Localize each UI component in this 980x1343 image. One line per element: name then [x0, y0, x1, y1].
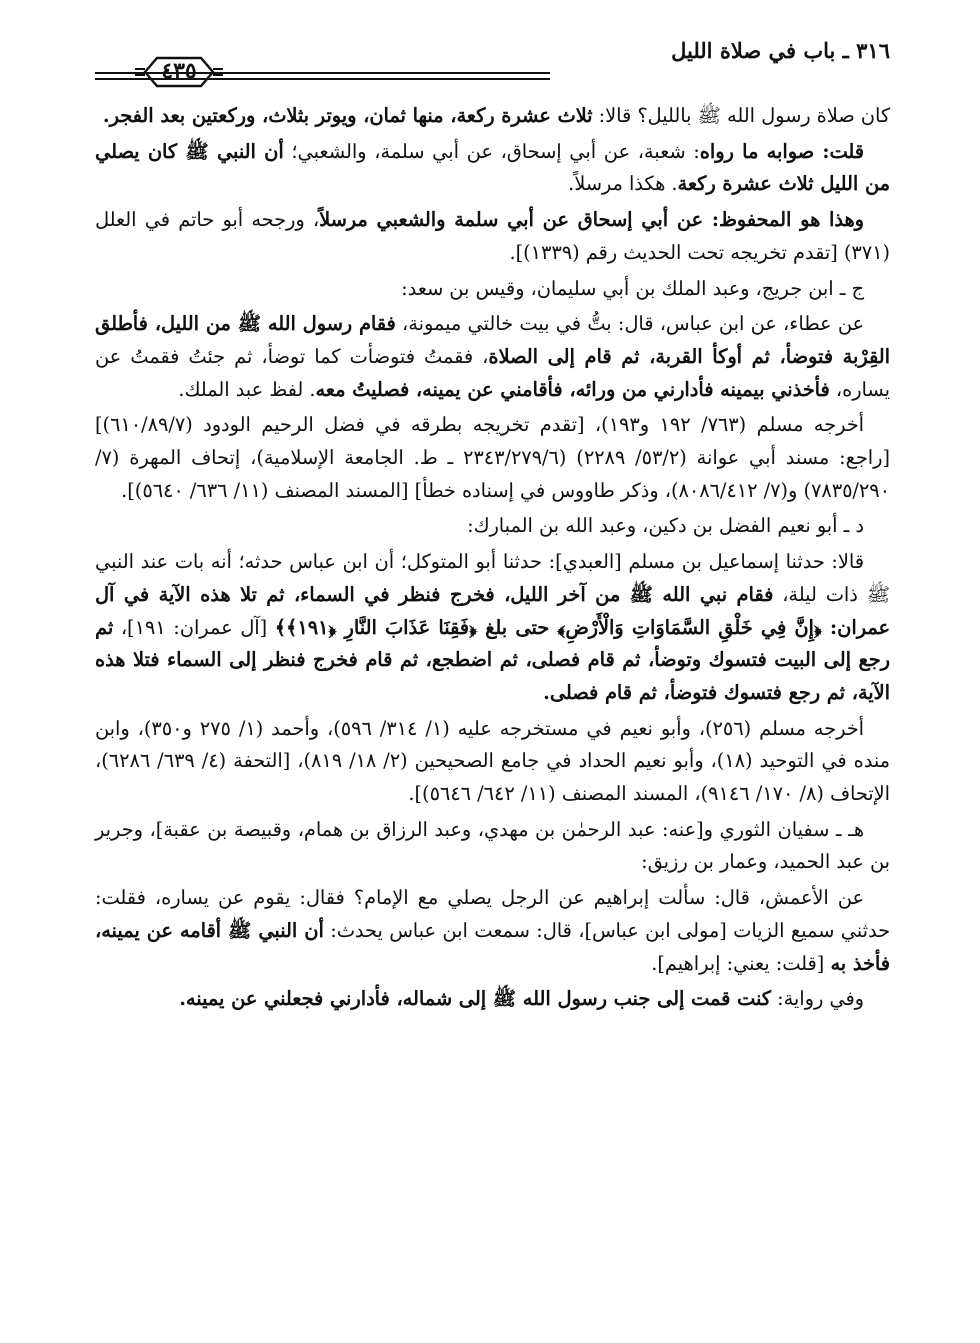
- paragraph: [95, 308, 890, 406]
- text-run: [قلت: يعني: إبراهيم].: [651, 951, 831, 975]
- paragraph: [95, 814, 890, 879]
- paragraph: [95, 546, 890, 710]
- bold-text-run: فقام رسول الله ﷺ من الليل، فأطلق القِرْبة فتوضأ، ثم أوكأ القربة، ثم قام إلى الصلاة: [95, 312, 890, 368]
- text-run: د ـ أبو نعيم الفضل بن دكين، وعبد الله بن المبارك:: [467, 514, 864, 538]
- paragraph: [95, 713, 890, 811]
- paragraph: [95, 204, 890, 269]
- text-run: كان صلاة رسول الله ﷺ بالليل؟ قالا:: [592, 104, 890, 127]
- text-run: . لفظ عبد الملك.: [178, 377, 316, 401]
- paragraph: [95, 983, 890, 1016]
- page-number: ٤٣٥: [161, 58, 197, 84]
- bold-text-run: وهذا هو المحفوظ: عن أبي إسحاق عن أبي سلمة والشعبي مرسلاً: [319, 208, 864, 232]
- bold-text-run: أن النبي ﷺ أقامه عن يمينه، فأخذ به: [95, 918, 890, 975]
- text-run: [آل عمران: ١٩١]،: [113, 615, 275, 639]
- page-number-badge: [135, 52, 223, 92]
- text-run: أخرجه مسلم (٧٦٣/ ١٩٢ و١٩٣)، [تقدم تخريجه بطرقه في فضل الرحيم الودود (٦١٠/٨٩/٧)] [راجع: مسند أبي عوانة (٥٣/٢/ ٢٢٨٩) (٢٣٤٣/٢٧٩/٦ ـ ط. الجامعة الإسلامية)، إتحاف المهرة (٧/ ٧٨٣٥/٢٩٠) و(٧/ ٨٠٨٦/٤١٢)، وذكر طاووس في إسناده خطأ] [المسند المصنف (١١/ ٦٣٦/ ٥٦٤٠)].: [95, 413, 890, 502]
- text-run: ، ورجحه أبو حاتم في العلل (٣٧١) [تقدم تخريجه تحت الحديث رقم (١٣٣٩)].: [95, 208, 890, 264]
- page-header: [95, 30, 890, 88]
- text-run: : شعبة، عن أبي إسحاق، عن أبي سلمة، والشعبي؛: [283, 139, 700, 163]
- text-run: قالا: حدثنا إسماعيل بن مسلم [العبدي]: حدثنا أبو المتوكل؛ أن ابن عباس حدثه؛ أنه بات عند النبي ﷺ ذات ليلة،: [95, 550, 890, 606]
- text-run: ، فقمتُ فتوضأت كما توضأ، ثم جئتُ فقمتُ عن يساره،: [95, 344, 890, 401]
- paragraph: [95, 136, 890, 201]
- text-run: هـ ـ سفيان الثوري و[عنه: عبد الرحمٰن بن مهدي، وعبد الرزاق بن همام، وقبيصة بن عقبة]، وجرير بن عبد الحميد، وعمار بن رزيق:: [95, 817, 890, 874]
- text-run: عن الأعمش، قال: سألت إبراهيم عن الرجل يصلي مع الإمام؟ فقال: يقوم عن يساره، فقلت: حدثني سميع الزيات [مولى ابن عباس]، قال: سمعت ابن عباس يحدث:: [95, 886, 890, 942]
- text-run: عن عطاء، عن ابن عباس، قال: بتُّ في بيت خالتي ميمونة،: [395, 312, 864, 336]
- bold-text-run: فأخذني بيمينه فأدارني من ورائه، فأقامني عن يمينه، فصليتُ معه: [315, 377, 830, 401]
- bold-text-run: فقام نبي الله ﷺ من آخر الليل، فخرج فنظر في السماء، ثم تلا هذه الآية في آل عمران: ﴿إِنَّ فِي خَلْقِ السَّمَاوَاتِ وَالْأَرْضِ﴾ حتى بلغ ﴿فَقِنَا عَذَابَ النَّارِ ﴿١٩١﴾﴾: [95, 582, 890, 639]
- text-run: ج ـ ابن جريج، وعبد الملك بن أبي سليمان، وقيس بن سعد:: [401, 276, 864, 300]
- text-run: أخرجه مسلم (٢٥٦)، وأبو نعيم في مستخرجه عليه (١/ ٣١٤/ ٥٩٦)، وأحمد (١/ ٢٧٥ و٣٥٠)، وابن منده في التوحيد (١٨)، وأبو نعيم الحداد في جامع الصحيحين (٢/ ١٨/ ٨١٩)، [التحفة (٤/ ٦٣٩/ ٦٢٨٦)، الإتحاف (٨/ ١٧٠/ ٩١٤٦)، المسند المصنف (١١/ ٦٤٢/ ٥٦٤٦)].: [95, 716, 890, 806]
- bold-text-run: ثم رجع إلى البيت فتسوك وتوضأ، ثم قام فصلى، ثم اضطجع، ثم قام فخرج فنظر إلى السماء فتلا هذه الآية، ثم رجع فتسوك فتوضأ، ثم قام فصلى.: [95, 615, 890, 704]
- text-run: . هكذا مرسلاً.: [568, 172, 678, 196]
- paragraph: [95, 273, 890, 306]
- page-body: [95, 100, 890, 1016]
- paragraph: [95, 409, 890, 507]
- paragraph: [95, 100, 890, 133]
- bold-text-run: أن النبي ﷺ كان يصلي من الليل ثلاث عشرة ركعة: [95, 139, 890, 196]
- text-run: وفي رواية:: [770, 987, 864, 1011]
- paragraph: [95, 510, 890, 543]
- bold-text-run: كنت قمت إلى جنب رسول الله ﷺ إلى شماله، فأدارني فجعلني عن يمينه.: [179, 987, 771, 1011]
- bold-text-run: قلت: صوابه ما رواه: [699, 139, 864, 163]
- running-title: ٣١٦ ـ باب في صلاة الليل: [671, 38, 890, 63]
- paragraph: [95, 882, 890, 980]
- bold-text-run: ثلاث عشرة ركعة، منها ثمان، ويوتر بثلاث، وركعتين بعد الفجر.: [102, 104, 593, 127]
